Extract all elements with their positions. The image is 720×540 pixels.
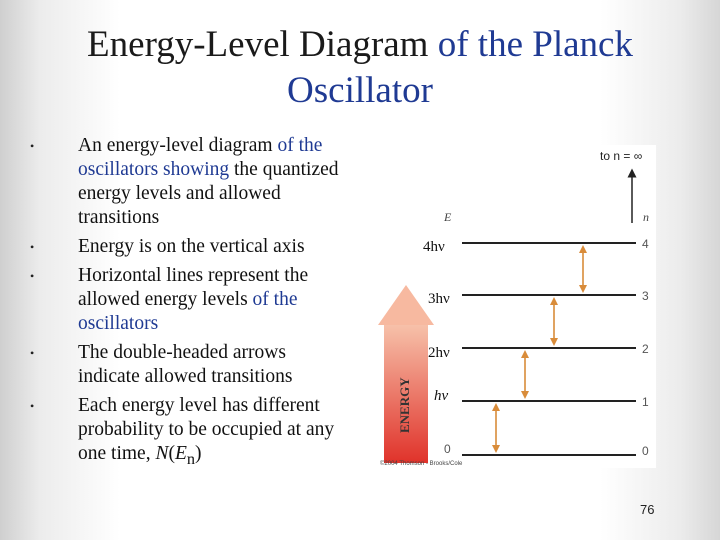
slide-title: [40, 22, 680, 114]
axis-n-letter: n: [643, 210, 649, 224]
energy-label-3: 3hν: [428, 291, 450, 307]
bullet-italic-text: N: [155, 443, 169, 464]
bullet-blue-text: of the oscillators: [78, 289, 298, 334]
level-number-4: 4: [642, 237, 649, 251]
energy-level-diagram: [378, 145, 656, 468]
bullet-text: Each energy level has different probability to be occupied at any one time,: [78, 395, 335, 464]
axis-energy-letter: E: [444, 210, 452, 224]
bullet-bold-text: energy-level diagram: [106, 135, 273, 156]
bullet-text: Energy is on the vertical axis: [78, 236, 305, 257]
bullet-text: the quantized energy levels and allowed transitions: [78, 159, 339, 228]
bullet-item: [30, 394, 350, 471]
bullet-subscript: n: [186, 449, 196, 468]
diagram-credit: ©2004 Thomson - Brooks/Cole: [380, 461, 463, 467]
energy-label-2: 2hν: [428, 345, 450, 361]
bullet-blue-text: the oscillators showing: [78, 135, 323, 180]
bullet-text: (: [168, 443, 175, 464]
energy-label-4: 4hν: [423, 239, 445, 255]
bullet-list: [30, 134, 350, 471]
bullet-item: [30, 264, 350, 336]
level-number-3: 3: [642, 289, 649, 303]
bullet-item: [30, 134, 350, 230]
bullet-text: Horizontal lines represent the allowed energy levels: [78, 265, 309, 310]
bullet-text: The double-headed arrows indicate allowed transitions: [78, 342, 293, 387]
bullet-blue-text: of: [272, 135, 294, 156]
level-number-0: 0: [642, 444, 649, 458]
level-number-1: 1: [642, 395, 649, 409]
energy-arrow-label: ENERGY: [397, 377, 412, 433]
title-part1: Energy-Level Diagram: [87, 24, 438, 65]
diagram-top-label: to n = ∞: [600, 149, 643, 163]
energy-arrow-head: [378, 285, 434, 325]
diagram-svg: [378, 145, 656, 468]
page-number: 76: [640, 502, 655, 517]
energy-label-1: hν: [434, 388, 449, 404]
level-number-2: 2: [642, 342, 649, 356]
energy-label-0: 0: [444, 442, 451, 456]
bullet-item: [30, 235, 350, 259]
bullet-italic-text: E: [174, 443, 187, 464]
bullet-text: ): [195, 443, 202, 464]
bullet-item: [30, 341, 350, 389]
title-part2: of the Planck: [437, 24, 633, 65]
bullet-text: An: [78, 135, 107, 156]
title-line2: Oscillator: [287, 70, 433, 111]
